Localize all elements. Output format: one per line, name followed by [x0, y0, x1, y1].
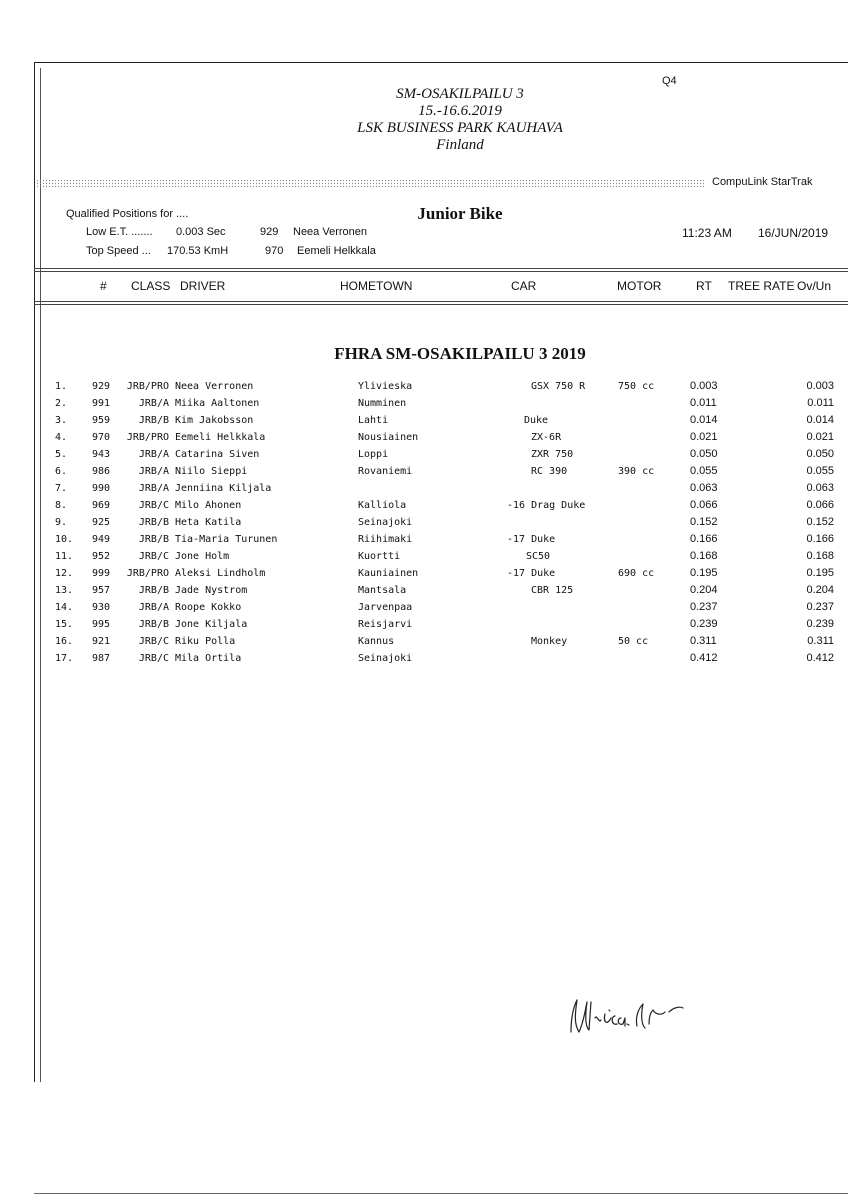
cell-hometown: Nousiainen [358, 432, 419, 443]
cell-ovun: 0.152 [806, 516, 834, 528]
col-rt: RT [696, 279, 712, 293]
cell-number: 986 [92, 466, 111, 477]
cell-car: RC 390 [531, 466, 568, 477]
cell-class: JRB/B [138, 534, 169, 545]
cell-hometown: Kuortti [358, 551, 401, 562]
cell-ovun: 0.063 [806, 482, 834, 494]
top-speed-driver: Eemeli Helkkala [297, 245, 376, 257]
cell-driver: Eemeli Helkkala [175, 432, 266, 443]
cell-position: 16. [55, 636, 74, 647]
cell-number: 925 [92, 517, 111, 528]
header-divider-top [34, 268, 848, 269]
cell-motor: 390 cc [618, 466, 655, 477]
cell-number: 991 [92, 398, 111, 409]
cell-driver: Heta Katila [175, 517, 242, 528]
col-hometown: HOMETOWN [340, 279, 413, 293]
cell-motor: 750 cc [618, 381, 655, 392]
cell-car: -16 Drag Duke [507, 500, 586, 511]
cell-ovun: 0.237 [806, 601, 834, 613]
cell-rt: 0.021 [690, 431, 718, 443]
cell-class: JRB/B [138, 415, 169, 426]
cell-driver: Milo Ahonen [175, 500, 242, 511]
cell-ovun: 0.239 [806, 618, 834, 630]
cell-rt: 0.166 [690, 533, 718, 545]
dotted-separator [36, 179, 704, 187]
cell-rt: 0.204 [690, 584, 718, 596]
cell-hometown: Jarvenpaa [358, 602, 413, 613]
table-row [0, 566, 848, 583]
cell-rt: 0.055 [690, 465, 718, 477]
cell-position: 17. [55, 653, 74, 664]
cell-class: JRB/C [138, 636, 169, 647]
cell-class: JRB/A [138, 398, 169, 409]
event-country: Finland [436, 137, 484, 153]
event-name: SM-OSAKILPAILU 3 [396, 86, 524, 102]
corner-code: Q4 [662, 75, 677, 87]
cell-position: 1. [55, 381, 68, 392]
cell-rt: 0.412 [690, 652, 718, 664]
cell-driver: Jenniina Kiljala [175, 483, 272, 494]
top-speed-number: 970 [265, 245, 284, 257]
cell-hometown: Seinajoki [358, 517, 413, 528]
cell-rt: 0.050 [690, 448, 718, 460]
cell-position: 10. [55, 534, 74, 545]
cell-position: 12. [55, 568, 74, 579]
cell-class: JRB/A [138, 602, 169, 613]
cell-rt: 0.063 [690, 482, 718, 494]
cell-car: SC50 [526, 551, 551, 562]
cell-driver: Mila Ortila [175, 653, 242, 664]
cell-number: 990 [92, 483, 111, 494]
cell-driver: Riku Polla [175, 636, 236, 647]
cell-number: 995 [92, 619, 111, 630]
cell-ovun: 0.003 [806, 380, 834, 392]
table-row [0, 549, 848, 566]
header-divider-bottom-double [34, 304, 848, 305]
low-et-label: Low E.T. ....... [86, 226, 153, 238]
cell-position: 4. [55, 432, 68, 443]
cell-rt: 0.311 [690, 635, 717, 647]
cell-position: 6. [55, 466, 68, 477]
table-row [0, 617, 848, 634]
cell-class: JRB/C [138, 653, 169, 664]
table-row [0, 600, 848, 617]
col-driver: DRIVER [180, 279, 226, 293]
cell-car: GSX 750 R [531, 381, 586, 392]
cell-driver: Aleksi Lindholm [175, 568, 266, 579]
table-row [0, 430, 848, 447]
cell-car: Monkey [531, 636, 568, 647]
cell-driver: Jone Kiljala [175, 619, 248, 630]
cell-position: 15. [55, 619, 74, 630]
cell-ovun: 0.166 [806, 533, 834, 545]
cell-number: 949 [92, 534, 111, 545]
cell-position: 9. [55, 517, 68, 528]
cell-rt: 0.011 [690, 397, 717, 409]
table-row [0, 583, 848, 600]
cell-driver: Tia-Maria Turunen [175, 534, 278, 545]
cell-rt: 0.168 [690, 550, 718, 562]
table-row [0, 532, 848, 549]
cell-class: JRB/A [138, 483, 169, 494]
col-motor: MOTOR [617, 279, 662, 293]
cell-ovun: 0.050 [806, 448, 834, 460]
cell-ovun: 0.011 [807, 397, 834, 409]
cell-rt: 0.195 [690, 567, 718, 579]
cell-rt: 0.014 [690, 414, 718, 426]
cell-car: ZX-6R [531, 432, 562, 443]
cell-number: 969 [92, 500, 111, 511]
cell-number: 943 [92, 449, 111, 460]
frame-bottom-line [34, 1193, 848, 1194]
table-row [0, 481, 848, 498]
qualified-label: Qualified Positions for .... [66, 208, 189, 220]
cell-class: JRB/B [138, 619, 169, 630]
results-subtitle: FHRA SM-OSAKILPAILU 3 2019 [334, 344, 586, 363]
report-time: 11:23 AM [682, 226, 732, 240]
cell-hometown: Numminen [358, 398, 407, 409]
cell-car: Duke [524, 415, 549, 426]
cell-hometown: Kannus [358, 636, 395, 647]
cell-hometown: Riihimaki [358, 534, 413, 545]
results-table [0, 379, 848, 668]
cell-class: JRB/PRO [126, 432, 169, 443]
low-et-number: 929 [260, 226, 279, 238]
cell-hometown: Loppi [358, 449, 389, 460]
cell-class: JRB/PRO [126, 381, 169, 392]
cell-driver: Neea Verronen [175, 381, 254, 392]
cell-class: JRB/C [138, 500, 169, 511]
cell-ovun: 0.311 [807, 635, 834, 647]
cell-number: 921 [92, 636, 111, 647]
cell-class: JRB/A [138, 466, 169, 477]
cell-ovun: 0.055 [806, 465, 834, 477]
table-row [0, 634, 848, 651]
cell-motor: 690 cc [618, 568, 655, 579]
cell-ovun: 0.195 [806, 567, 834, 579]
cell-number: 929 [92, 381, 111, 392]
cell-ovun: 0.204 [806, 584, 834, 596]
col-tree-rate: TREE RATE [728, 279, 795, 293]
software-name: CompuLink StarTrak [712, 176, 813, 188]
col-class: CLASS [131, 279, 171, 293]
cell-hometown: Reisjarvi [358, 619, 413, 630]
table-row [0, 498, 848, 515]
cell-ovun: 0.168 [806, 550, 834, 562]
cell-driver: Jone Holm [175, 551, 230, 562]
table-row [0, 413, 848, 430]
cell-ovun: 0.412 [806, 652, 834, 664]
col-car: CAR [511, 279, 537, 293]
header-divider-top-double [34, 271, 848, 272]
signature-icon [565, 994, 695, 1044]
cell-rt: 0.239 [690, 618, 718, 630]
table-row [0, 447, 848, 464]
cell-hometown: Lahti [358, 415, 389, 426]
cell-ovun: 0.021 [806, 431, 834, 443]
cell-car: ZXR 750 [531, 449, 574, 460]
cell-class: JRB/PRO [126, 568, 169, 579]
cell-car: -17 Duke [507, 568, 556, 579]
cell-rt: 0.237 [690, 601, 718, 613]
cell-position: 11. [55, 551, 74, 562]
cell-position: 3. [55, 415, 68, 426]
cell-rt: 0.003 [690, 380, 718, 392]
cell-position: 13. [55, 585, 74, 596]
col-number: # [100, 279, 107, 293]
cell-hometown: Kauniainen [358, 568, 419, 579]
low-et-driver: Neea Verronen [293, 226, 367, 238]
cell-driver: Jade Nystrom [175, 585, 248, 596]
frame-top-line [34, 62, 848, 63]
cell-ovun: 0.014 [806, 414, 834, 426]
cell-driver: Catarina Siven [175, 449, 260, 460]
cell-number: 930 [92, 602, 111, 613]
header-divider-bottom [34, 301, 848, 302]
cell-number: 987 [92, 653, 111, 664]
cell-hometown: Kalliola [358, 500, 407, 511]
cell-number: 959 [92, 415, 111, 426]
cell-hometown: Mantsala [358, 585, 407, 596]
cell-class: JRB/C [138, 551, 169, 562]
event-dates: 15.-16.6.2019 [418, 103, 502, 119]
cell-class: JRB/B [138, 517, 169, 528]
top-speed-value: 170.53 KmH [167, 245, 229, 257]
cell-number: 952 [92, 551, 111, 562]
cell-class: JRB/B [138, 585, 169, 596]
cell-position: 7. [55, 483, 68, 494]
low-et-value: 0.003 Sec [176, 226, 226, 238]
cell-hometown: Rovaniemi [358, 466, 413, 477]
cell-motor: 50 cc [618, 636, 649, 647]
cell-position: 2. [55, 398, 68, 409]
cell-ovun: 0.066 [806, 499, 834, 511]
cell-hometown: Ylivieska [358, 381, 413, 392]
cell-position: 5. [55, 449, 68, 460]
cell-driver: Roope Kokko [175, 602, 242, 613]
top-speed-label: Top Speed ... [86, 245, 151, 257]
cell-number: 957 [92, 585, 111, 596]
event-header [240, 86, 680, 154]
event-venue: LSK BUSINESS PARK KAUHAVA [357, 120, 563, 136]
table-row [0, 515, 848, 532]
cell-rt: 0.152 [690, 516, 718, 528]
report-date: 16/JUN/2019 [758, 226, 829, 240]
table-row [0, 464, 848, 481]
cell-driver: Miika Aaltonen [175, 398, 260, 409]
cell-hometown: Seinajoki [358, 653, 413, 664]
cell-rt: 0.066 [690, 499, 718, 511]
col-ovun: Ov/Un [797, 279, 832, 293]
cell-car: -17 Duke [507, 534, 556, 545]
cell-driver: Niilo Sieppi [175, 466, 248, 477]
table-row [0, 651, 848, 668]
table-row [0, 396, 848, 413]
cell-driver: Kim Jakobsson [175, 415, 254, 426]
cell-class: JRB/A [138, 449, 169, 460]
handwritten-signature [565, 994, 695, 1049]
cell-number: 999 [92, 568, 111, 579]
cell-position: 14. [55, 602, 74, 613]
category-title: Junior Bike [417, 204, 503, 223]
table-row [0, 379, 848, 396]
cell-position: 8. [55, 500, 68, 511]
cell-car: CBR 125 [531, 585, 574, 596]
cell-number: 970 [92, 432, 111, 443]
